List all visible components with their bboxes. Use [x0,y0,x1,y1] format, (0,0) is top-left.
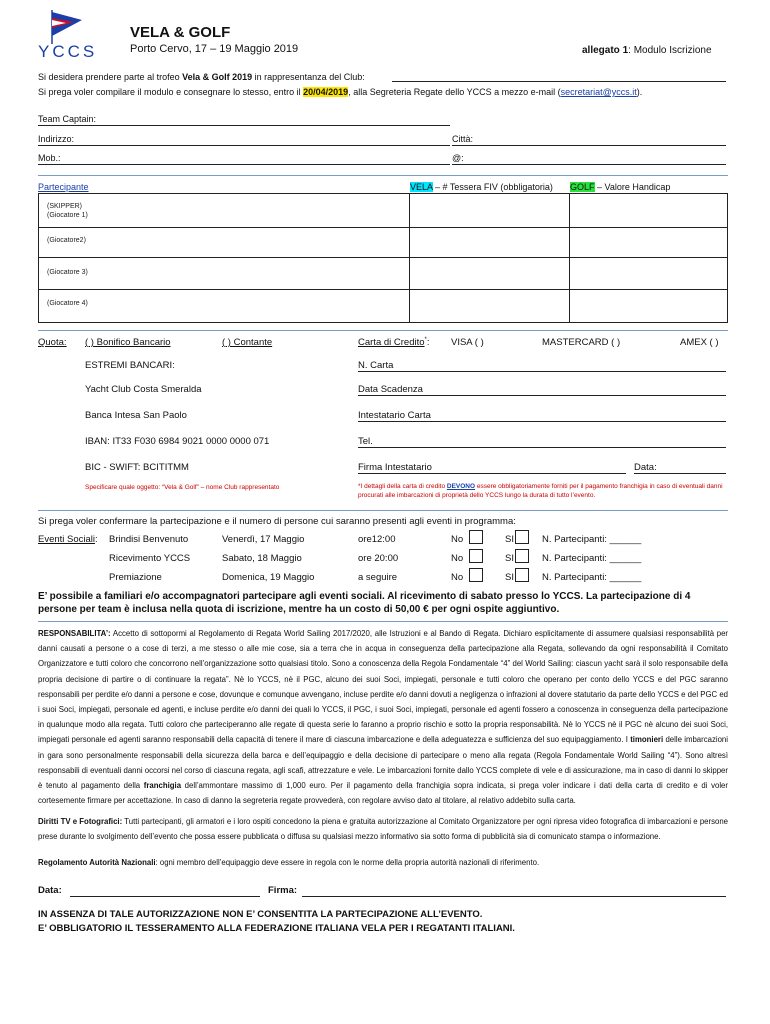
footer-firma-field[interactable] [302,896,726,897]
burgee-icon [38,8,98,46]
event-name: Premiazione [109,572,162,583]
si-checkbox[interactable] [515,549,529,563]
email-field[interactable] [452,164,726,165]
tel-label: Tel. [358,436,373,447]
allegato-label [582,45,712,56]
tel-field[interactable] [358,447,726,448]
diritti-title: Diritti TV e Fotografici: [38,817,123,826]
divider [38,330,728,331]
team-captain-label: Team Captain: [38,114,97,124]
intro-text: ). [636,87,643,97]
row-divider [39,289,727,290]
golf-desc: – Valore Handicap [594,182,671,192]
page-title: VELA & GOLF [130,24,231,41]
bic-value: BIC - SWIFT: BCITITMM [85,462,189,473]
participant-row[interactable] [47,300,88,307]
si-label: SI [505,553,514,564]
data-card-field[interactable] [634,473,726,474]
carta-label [358,337,430,348]
responsabilita-text: delle imbarcazioni in gara sono personalmente responsabili della sicurezza della barca e dell’equipaggio e della decisione di partecipare o meno alla regata (Regola Fondamentale World Sailing “4”). Sono altresì responsabili di eventuali danni occorsi nel corso di ciascuna regata, agli scafi, attrezzature e vele. Le imbarcazioni fornite dallo YCCS complete di vele e di assicurazione, ma in caso di danni lo skipper è tenuto al pagamento della [38,735,728,791]
carta-footnote-mark: * [424,337,427,343]
citta-label: Città: [452,134,474,144]
footer-warning-1: IN ASSENZA DI TALE AUTORIZZAZIONE NON E’ CONSENTITA LA PARTECIPAZIONE ALL’EVENTO. [38,909,483,920]
email-label: @: [452,153,464,163]
citta-field[interactable] [452,145,726,146]
vela-desc: – # Tessera FIV (obbligatoria) [432,182,553,192]
si-label: SI [505,572,514,583]
vela-tag: VELA [410,182,433,192]
footer-data-field[interactable] [70,896,260,897]
card-note-text: essere obbligatoriamente forniti per il pagamento franchigia in caso di eventuali danni procurati alle imbarcazioni di proprietà dello YCCS lungo la durata di tutto l’evento. [358,483,723,499]
social-intro: Si prega voler confermare la partecipazione e il numero di persone cui saranno presenti agli eventi in programma: [38,516,516,527]
regolamento-title: Regolamento Autorità Nazionali [38,858,156,867]
allegato-number: allegato 1 [582,45,629,56]
firma-intestatario-label: Firma Intestatario [358,462,432,473]
participants-count[interactable]: N. Partecipanti: ______ [542,572,642,583]
player-label: (Giocatore2) [47,237,86,244]
card-note-emphasis: DEVONO [446,483,476,490]
intro-text: Si prega voler compilare il modulo e consegnare lo stesso, entro il [38,87,304,97]
regolamento-text: : ogni membro dell’equipaggio deve essere in regola con le norme della propria autorità nazionali di riferimento. [155,858,540,867]
event-time: a seguire [358,572,398,583]
card-note [358,483,728,500]
trophy-name: Vela & Golf 2019 [182,72,253,82]
si-label: SI [505,534,514,545]
divider [38,621,728,622]
participant-row[interactable] [47,202,88,220]
intro-line-1 [38,72,365,82]
divider [38,175,728,176]
event-day: Sabato, 18 Maggio [222,553,302,564]
event-name: Brindisi Benvenuto [109,534,189,545]
n-carta-field[interactable] [358,371,726,372]
event-day: Domenica, 19 Maggio [222,572,315,583]
deadline-date: 20/04/2019 [303,87,349,97]
intestatario-label: Intestatario Carta [358,410,431,421]
contante-option[interactable]: ( ) Contante [222,337,273,348]
participants-count[interactable]: N. Partecipanti: ______ [542,534,642,545]
footer-warning-2: E’ OBBLIGATORIO IL TESSERAMENTO ALLA FEDERAZIONE ITALIANA VELA PER I REGATANTI ITALIANI. [38,923,515,934]
row-divider [39,257,727,258]
si-checkbox[interactable] [515,530,529,544]
si-checkbox[interactable] [515,568,529,582]
diritti-paragraph [38,814,728,844]
indirizzo-field[interactable] [38,145,450,146]
event-time: ore12:00 [358,534,396,545]
no-checkbox[interactable] [469,549,483,563]
participants-table [38,193,728,323]
vela-header [410,182,553,192]
yacht-club-name: Yacht Club Costa Smeralda [85,384,202,395]
intro-club-label: in rappresentanza del Club: [252,72,365,82]
allegato-title: : Modulo Iscrizione [628,45,712,56]
yccs-logo [38,8,98,60]
divider [38,510,728,511]
golf-header [570,182,670,192]
participants-header: Partecipante [38,182,89,192]
skipper-label: (SKIPPER) [47,203,83,210]
scadenza-field[interactable] [358,395,726,396]
page-subtitle: Porto Cervo, 17 – 19 Maggio 2019 [130,43,299,55]
player-label: (Giocatore 4) [47,300,88,307]
no-label: No [451,534,464,545]
footer-data-label: Data: [38,885,62,896]
responsabilita-emphasis: timonieri [630,735,664,745]
intro-text: Si desidera prendere parte al trofeo [38,72,183,82]
mob-label: Mob.: [38,153,61,163]
social-note: E’ possibile a familiari e/o accompagnatori partecipare agli eventi sociali. Al ricevimento di sabato presso lo YCCS. La partecipazione di 4 persone per team è inclusa nella quota di iscrizione, mentre ha un costo di 50,00 € per ogni ospite aggiuntivo. [38,591,691,615]
responsabilita-paragraph [38,626,728,808]
iban-value: IBAN: IT33 F030 6984 9021 0000 0000 071 [85,436,270,447]
social-label-text: Eventi Sociali [38,534,96,545]
scadenza-label: Data Scadenza [358,384,423,395]
no-checkbox[interactable] [469,568,483,582]
responsabilita-title: RESPONSABILITA’: [38,629,111,638]
event-day: Venerdì, 17 Maggio [222,534,305,545]
amex-option[interactable]: AMEX ( ) [680,337,719,348]
social-label [38,534,98,545]
visa-option[interactable]: VISA ( ) [451,337,484,348]
event-name: Ricevimento YCCS [109,553,191,564]
team-captain-field[interactable] [38,125,450,126]
org-name: YCCS [38,42,98,61]
player-label: (Giocatore 1) [47,212,88,219]
player-label: (Giocatore 3) [47,269,88,276]
participant-row[interactable] [47,269,88,276]
responsabilita-text: dell’ammontare massimo di 1,000 euro. Per il pagamento della franchigia sopra indicata, si prega voler indicare i dati della carta di credito e di voler cortesemente firmare per accettazione. In caso di danno la segreteria regate provvederà, con regolare avviso dato al titolare, al relativo addebito sulla carta. [38,781,728,806]
participants-count[interactable]: N. Partecipanti: ______ [542,553,642,564]
mastercard-option[interactable]: MASTERCARD ( ) [542,337,621,348]
n-carta-label: N. Carta [358,360,394,371]
no-checkbox[interactable] [469,530,483,544]
footer-firma-label: Firma: [268,885,298,896]
indirizzo-label: Indirizzo: [38,134,75,144]
row-divider [39,227,727,228]
bank-name: Banca Intesa San Paolo [85,410,187,421]
card-note-text: *I dettagli della carta di credito [358,483,447,490]
no-label: No [451,572,464,583]
responsabilita-text: Accetto di sottopormi al Regolamento di Regata World Sailing 2017/2020, alle Istruzioni e al Bando di Regata. Dichiaro esplicitamente di assumere qualsiasi responsabilità per danni causati a persone o a cose di terzi, a me stesso o alle mie cose, sia a terra che in acqua in conseguenza della partecipazione alla Regata, sollevando da ogni responsabilità il Comitato Organizzatore e tutti coloro che concorrono nell’organizzazione sotto qualsiasi titolo. Sono a conoscenza della Regola Fondamentale “4” del World Sailing: ciascun yacht sarà il solo responsabile della propria decisione di partire o di continuare la regata”. Nè lo YCCS, nè il PGC, alcuno dei suoi Soci, impiegati, personale e tutti coloro che operano per conto dello YCCS e del PGC saranno responsabili per perdite e/o danni a persone e cose, dovunque e comunque avvengano, incluse perdite e/o danni dovuti a negligenza o infrazioni al dovere statutario da parte dello YCCS e del PGC ed i suoi Soci, impiegati, personale ed agenti, e incluse perdite e/o danni dei quali lo YCCS, il PGC, i suoi Soci, impiegati, personale ed agenti fossero a conoscenza in conseguenza della partecipazione in qualunque modo alla regata. Tutti coloro che parteciperanno alle regate di questa serie lo faranno a proprio rischio e sotto la propria responsabilità. Nè lo YCCS nè il PGC nè alcuno dei suoi Soci, impiegati personale ed agenti saranno responsabili della capacità di tenere il mare di ciascuna imbarcazione e della adeguatezza e sufficienza del suo equipaggiamento. I [38,629,728,745]
regolamento-paragraph [38,857,728,869]
mob-field[interactable] [38,164,450,165]
no-label: No [451,553,464,564]
estremi-label: ESTREMI BANCARI: [85,360,175,371]
data-card-label: Data: [634,462,657,473]
email-link[interactable]: secretariat@yccs.it [560,87,637,97]
intro-line-2 [38,87,642,97]
specificare-note: Specificare quale oggetto: “Vela & Golf” – nome Club rappresentato [85,484,280,491]
participant-row[interactable] [47,237,86,244]
col-divider [409,194,410,322]
social-label-colon: : [95,534,98,545]
col-divider [569,194,570,322]
responsabilita-emphasis: franchigia [143,781,182,791]
bonifico-option[interactable]: ( ) Bonifico Bancario [85,337,171,348]
firma-intestatario-field[interactable] [358,473,626,474]
club-field[interactable] [392,81,726,82]
event-time: ore 20:00 [358,553,399,564]
intestatario-field[interactable] [358,421,726,422]
carta-text: Carta di Credito [358,337,425,349]
golf-tag: GOLF [570,182,595,192]
diritti-text: Tutti partecipanti, gli armatori e i loro ospiti concedono la piena e gratuita autorizzazione al Comitato Organizzatore per ogni ripresa video fotografica di imbarcazioni e persone prese durante lo svolgimento dell’evento che possa essere pubblicata o diffusa su qualsiasi mezzo informativo sia sotto forma di pubblicità sia di comunicato stampa o informazione. [38,817,728,842]
quota-label: Quota: [38,337,67,348]
carta-colon: : [426,337,430,349]
intro-text: , alla Segreteria Regate dello YCCS a mezzo e-mail ( [348,87,561,97]
